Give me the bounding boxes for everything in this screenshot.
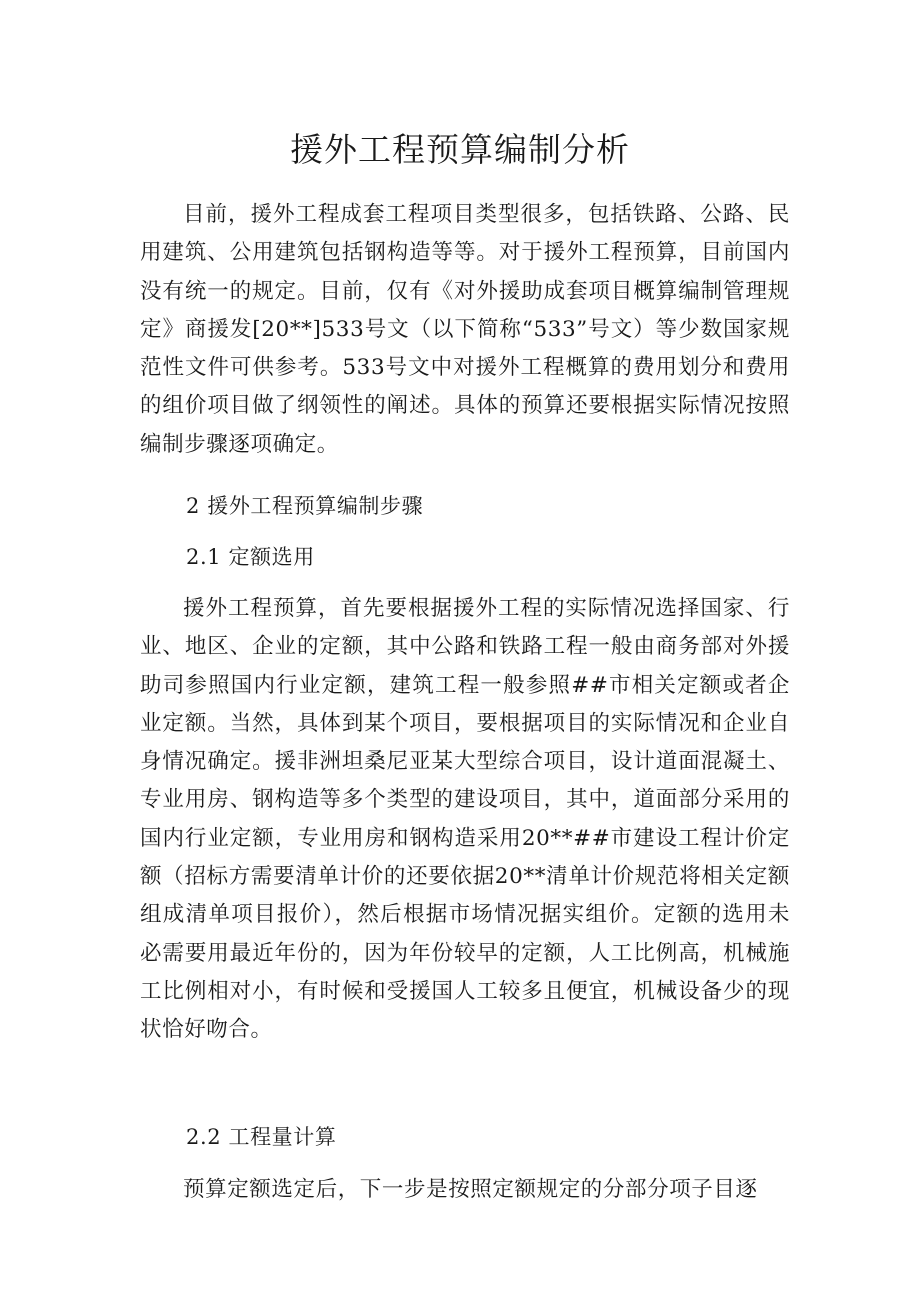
paragraph-quantity-calc: 预算定额选定后，下一步是按照定额规定的分部分项子目逐: [183, 1177, 758, 1202]
subsection-heading-quota-selection: 2.1 定额选用: [186, 545, 315, 569]
paragraph-quota-selection: 援外工程预算，首先要根据援外工程的实际情况选择国家、行业、地区、企业的定额，其中公路和铁路工程一般由商务部对外援助司参照国内行业定额，建筑工程一般参照##市相关定额或者企业定额。当然，具体到某个项目，要根据项目的实际情况和企业自身情况确定。援非洲坦桑尼亚某大型综合项目，设计道面混凝土、专业用房、钢构造等多个类型的建设项目，其中，道面部分采用的国内行业定额，专业用房和钢构造采用20**##市建设工程计价定额（招标方需要清单计价的还要依据20**清单计价规范将相关定额组成清单项目报价），然后根据市场情况据实组价。定额的选用未必需要用最近年份的，因为年份较早的定额，人工比例高，机械施工比例相对小，有时候和受援国人工较多且便宜，机械设备少的现状恰好吻合。: [140, 596, 790, 1043]
subsection-heading-quantity-calc: 2.2 工程量计算: [186, 1125, 337, 1149]
document-title: 援外工程预算编制分析: [290, 130, 630, 169]
section-heading-steps: 2 援外工程预算编制步骤: [186, 494, 424, 518]
paragraph-intro: 目前，援外工程成套工程项目类型很多，包括铁路、公路、民用建筑、公用建筑包括钢构造等等。对于援外工程预算，目前国内没有统一的规定。目前，仅有《对外援助成套项目概算编制管理规定》商援发[20**]533号文（以下简称“533”号文）等少数国家规范性文件可供参考。533号文中对援外工程概算的费用划分和费用的组价项目做了纲领性的阐述。具体的预算还要根据实际情况按照编制步骤逐项确定。: [140, 202, 790, 457]
